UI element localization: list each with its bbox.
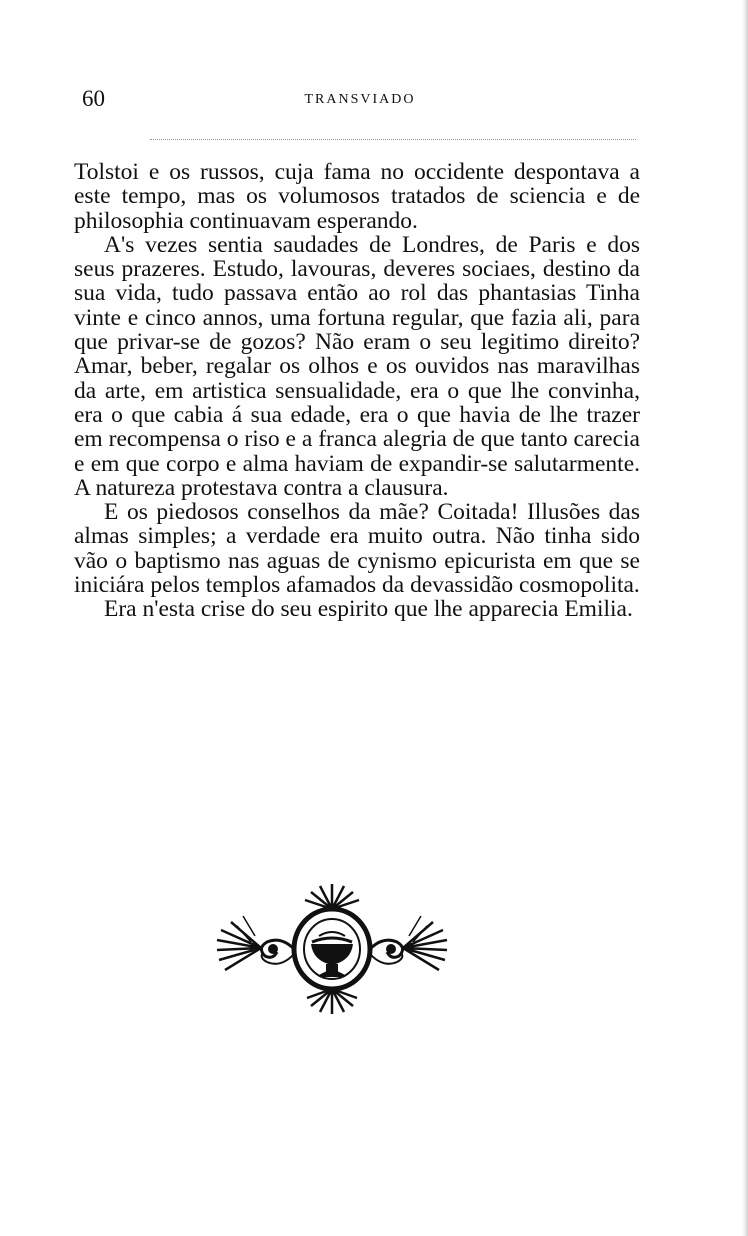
paragraph: E os piedosos conselhos da mãe? Coitada! Illusões das almas simples; a verdade era muito outra. Não tinha sido vão o baptismo nas aguas de cynismo epicurista em que se iniciára pelos templos afamados da devassidão cosmopolita. [74,499,640,599]
page-edge [742,0,748,1236]
header-rule [150,139,636,140]
page-number: 60 [82,86,105,111]
page-header [80,84,640,114]
urn-palmette-ornament-icon [215,882,449,1016]
running-title: TRANSVIADO [304,92,416,107]
paragraph: Era n'esta crise do seu espirito que lhe apparecia Emilia. [104,596,633,623]
body-text [74,160,640,622]
paragraph: Tolstoi e os russos, cuja fama no occidente despontava a este tempo, mas os volumosos tratados de sciencia e de philosophia continuavam esperando. [74,159,640,234]
paragraph: A's vezes sentia saudades de Londres, de Paris e dos seus prazeres. Estudo, lavouras, deveres sociaes, destino da sua vida, tudo passava então ao rol das phantasias Tinha vinte e cinco annos, uma fortuna regular, que fazia ali, para que privar-se de gozos? Não eram o seu legitimo direito? Amar, beber, regalar os olhos e os ouvidos nas maravilhas da arte, em artistica sensualidade, era o que lhe convinha, era o que cabia á sua edade, era o que havia de lhe trazer em recompensa o riso e a franca alegria de que tanto carecia e em que corpo e alma haviam de expandir-se salutarmente. A natureza protestava contra a clausura. [74,231,640,501]
